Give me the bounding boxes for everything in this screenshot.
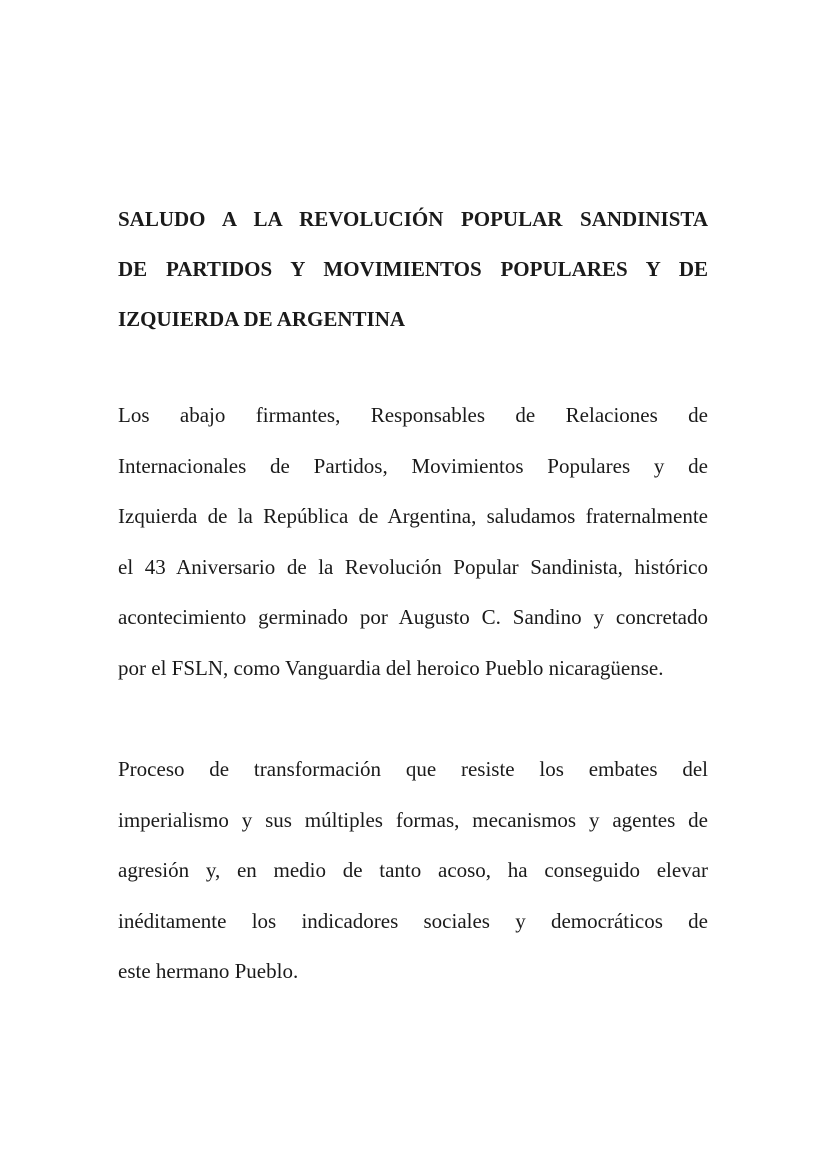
- body-paragraph-1: [118, 390, 708, 693]
- paragraph-line: Internacionales de Partidos, Movimientos Populares y de: [118, 453, 708, 478]
- title-line: IZQUIERDA DE ARGENTINA: [118, 307, 406, 331]
- document-title: [118, 194, 708, 344]
- paragraph-line: agresión y, en medio de tanto acoso, ha conseguido elevar: [118, 858, 708, 882]
- paragraph-line: Los abajo firmantes, Responsables de Relaciones de: [118, 403, 708, 427]
- title-line: SALUDO A LA REVOLUCIÓN POPULAR SANDINISTA: [118, 207, 708, 231]
- paragraph-line: Proceso de transformación que resiste los embates del: [118, 757, 708, 781]
- paragraph-line: imperialismo y sus múltiples formas, mecanismos y agentes de: [118, 807, 708, 832]
- paragraph-line: el 43 Aniversario de la Revolución Popular Sandinista, histórico: [118, 554, 708, 579]
- paragraph-line: acontecimiento germinado por Augusto C. Sandino y concretado: [118, 605, 708, 629]
- paragraph-line: inéditamente los indicadores sociales y democráticos de: [118, 908, 708, 933]
- paragraph-line: este hermano Pueblo.: [118, 959, 299, 983]
- paragraph-line: por el FSLN, como Vanguardia del heroico Pueblo nicaragüense.: [118, 655, 664, 680]
- title-line: DE PARTIDOS Y MOVIMIENTOS POPULARES Y DE: [118, 257, 708, 281]
- body-paragraph-2: [118, 744, 708, 997]
- paragraph-line: Izquierda de la República de Argentina, saludamos fraternalmente: [118, 504, 708, 528]
